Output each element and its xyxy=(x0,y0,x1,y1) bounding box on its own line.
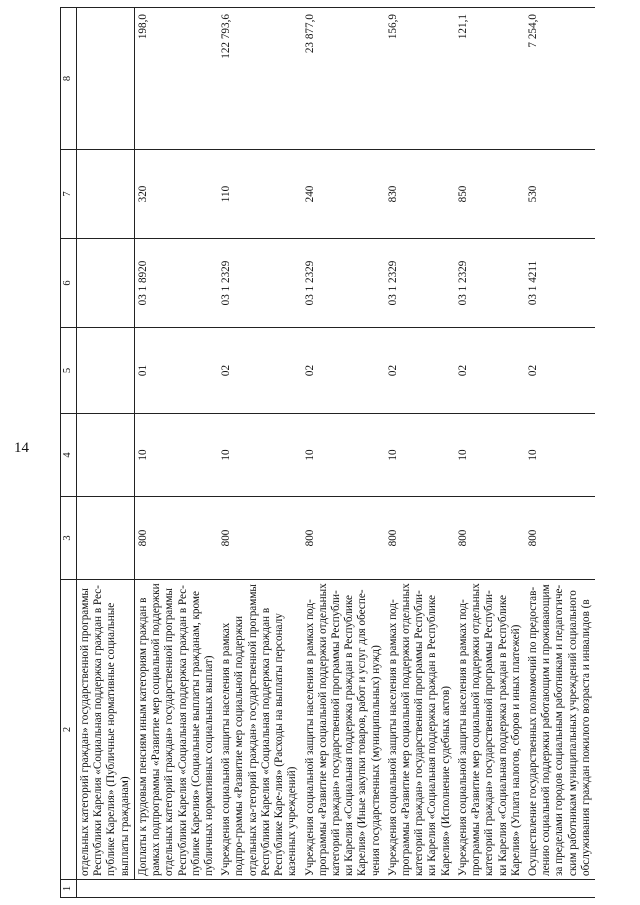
cell-amount: 7 254,0 xyxy=(525,8,595,150)
header-col-5: 5 xyxy=(61,328,77,414)
cell-col4: 10 xyxy=(525,414,595,497)
cell-col3: 800 xyxy=(455,497,525,580)
cell-col7: 320 xyxy=(134,150,218,239)
header-col-1: 1 xyxy=(61,880,77,898)
table-row xyxy=(134,8,218,898)
cell-col3: 800 xyxy=(302,497,385,580)
cell-col7: 530 xyxy=(525,150,595,239)
cell-col5: 02 xyxy=(455,328,525,414)
cell-col5: 02 xyxy=(385,328,455,414)
cell-col4: 10 xyxy=(218,414,301,497)
row-description: Учреждения социальной защиты населения в рамках под-программы «Развитие мер социальной поддержки отдельных категорий граждан» государственной программы Республи-ки Карелия «Социальная поддержка граждан в Республике Карелия» (Исполнение судебных актов) xyxy=(385,580,455,880)
header-col-3: 3 xyxy=(61,497,77,580)
cell-col6: 03 1 2329 xyxy=(385,239,455,328)
budget-table xyxy=(60,7,595,898)
cell-col6: 03 1 4211 xyxy=(525,239,595,328)
page-number: 14 xyxy=(14,440,29,456)
cell-col7: 110 xyxy=(218,150,301,239)
cell-col5: 02 xyxy=(218,328,301,414)
cell-col5: 01 xyxy=(134,328,218,414)
cell-col4: 10 xyxy=(302,414,385,497)
cell-col6: 03 1 2329 xyxy=(302,239,385,328)
cell-col6: 03 1 8920 xyxy=(134,239,218,328)
cell-col5: 02 xyxy=(302,328,385,414)
cell-amount: 122 793,6 xyxy=(218,8,301,150)
row-description: отдельных категорий граждан» государственной программы Республики Карелия «Социальная поддержка граждан в Рес-публике Карелия» (Публичные нормативные социальные выплаты гражданам) xyxy=(77,580,135,880)
row-description: Учреждения социальной защиты населения в рамках под-программы «Развитие мер социальной поддержки отдельных категорий граждан» государственной программы Республи-ки Карелия «Социальная поддержка граждан в Республике Карелия» (Иные закупки товаров, работ и услуг для обеспе-чения государственных (муниципальных) нужд) xyxy=(302,580,385,880)
table-row xyxy=(455,8,525,898)
row-description: Учреждения социальной защиты населения в рамках под-программы «Развитие мер социальной поддержки отдельных категорий граждан» государственной программы Республи-ки Карелия «Социальная поддержка граждан в Республике Карелия» (Уплата налогов, сборов и иных платежей) xyxy=(455,580,525,880)
cell-col6: 03 1 2329 xyxy=(455,239,525,328)
header-row xyxy=(61,8,77,898)
rotated-page xyxy=(60,8,620,898)
continuation-row xyxy=(77,8,135,898)
cell-col4: 10 xyxy=(134,414,218,497)
row-description: Осуществление государственных полномочий по предостав-лению социальной поддержки работающим и проживающим за пределами городов социальным работникам и педагогиче-ским работникам муниципальных учреждений социального обслуживания граждан пожилого возраста и инвалидов (в xyxy=(525,580,595,880)
cell-col4: 10 xyxy=(385,414,455,497)
row-description: Учреждения социальной защиты населения в рамках подпро-граммы «Развитие мер социальной поддержки отдельных ка-тегорий граждан» государственной программы Республики Карелия «Социальная поддержка граждан в Республике Каре-лия» (Расходы на выплаты персоналу казенных учреждений) xyxy=(218,580,301,880)
cell-amount: 23 877,0 xyxy=(302,8,385,150)
cell-amount: 156,9 xyxy=(385,8,455,150)
cell-col7: 850 xyxy=(455,150,525,239)
header-col-8: 8 xyxy=(61,8,77,150)
table-row xyxy=(525,8,595,898)
cell-col3: 800 xyxy=(218,497,301,580)
cell-col4: 10 xyxy=(455,414,525,497)
cell-col6: 03 1 2329 xyxy=(218,239,301,328)
header-col-7: 7 xyxy=(61,150,77,239)
table-row xyxy=(218,8,301,898)
cell-col3: 800 xyxy=(385,497,455,580)
cell-col5: 02 xyxy=(525,328,595,414)
cell-col7: 830 xyxy=(385,150,455,239)
cell-col3: 800 xyxy=(134,497,218,580)
cell-amount: 198,0 xyxy=(134,8,218,150)
cell-col7: 240 xyxy=(302,150,385,239)
table-row xyxy=(385,8,455,898)
header-col-2: 2 xyxy=(61,580,77,880)
header-col-4: 4 xyxy=(61,414,77,497)
header-col-6: 6 xyxy=(61,239,77,328)
table-row xyxy=(302,8,385,898)
cell-amount: 121,1 xyxy=(455,8,525,150)
cell-col3: 800 xyxy=(525,497,595,580)
row-description: Доплаты к трудовым пенсиям иным категориям граждан в рамках подпрограммы «Развитие мер социальной поддержки отдельных категорий граждан» государственной программы Республики Карелия «Социальная поддержка граждан в Рес-публике Карелия» (Социальные выплаты гражданам, кроме публичных нормативных социальных выплат) xyxy=(134,580,218,880)
